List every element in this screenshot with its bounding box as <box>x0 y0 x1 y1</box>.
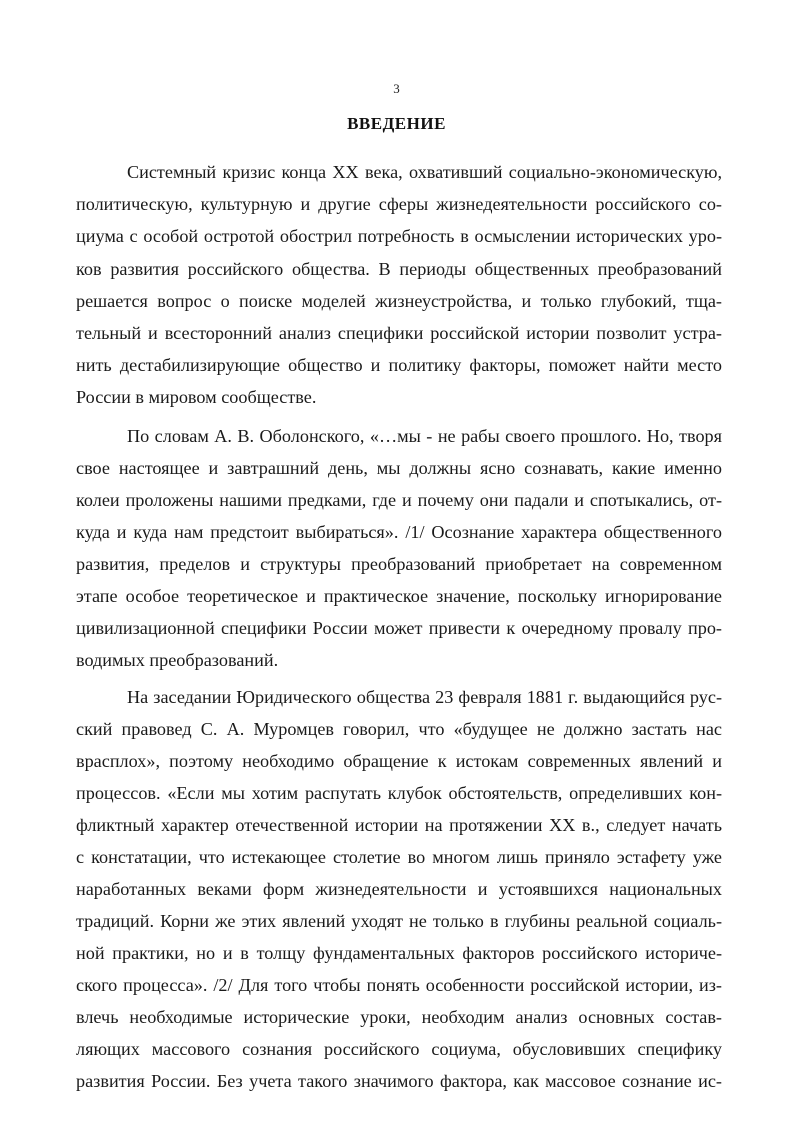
text-line: нить дестабилизирующие общество и политику факторы, поможет найти место <box>76 355 722 375</box>
text-line: По словам А. В. Оболонского, «…мы - не рабы своего прошлого. Но, творя <box>127 426 722 446</box>
text-line: России в мировом сообществе. <box>76 387 317 407</box>
text-line: водимых преобразований. <box>76 650 279 670</box>
text-line: традиций. Корни же этих явлений уходят не только в глубины реальной социаль- <box>76 911 722 931</box>
text-line: развития России. Без учета такого значимого фактора, как массовое сознание ис- <box>76 1071 722 1091</box>
text-line: ский правовед С. А. Муромцев говорил, что «будущее не должно застать нас <box>76 719 722 739</box>
text-line: ков развития российского общества. В периоды общественных преобразований <box>76 259 722 279</box>
text-line: политическую, культурную и другие сферы жизнедеятельности российского со- <box>76 194 722 214</box>
text-line: наработанных веками форм жизнедеятельности и устоявшихся национальных <box>76 879 722 899</box>
text-line: развития, пределов и структуры преобразований приобретает на современном <box>76 554 722 574</box>
text-line: На заседании Юридического общества 23 февраля 1881 г. выдающийся рус- <box>127 687 722 707</box>
text-line: ского процесса». /2/ Для того чтобы понять особенности российской истории, из- <box>76 975 722 995</box>
text-line: ной практики, но и в толщу фундаментальных факторов российского историче- <box>76 943 722 963</box>
page-number: 3 <box>393 81 400 96</box>
text-line: куда и куда нам предстоит выбираться». /1/ Осознание характера общественного <box>76 522 722 542</box>
text-line: решается вопрос о поиске моделей жизнеустройства, и только глубокий, тща- <box>76 291 722 311</box>
text-line: влечь необходимые исторические уроки, необходим анализ основных состав- <box>76 1007 722 1027</box>
text-line: этапе особое теоретическое и практическое значение, поскольку игнорирование <box>76 586 722 606</box>
text-line: фликтный характер отечественной истории на протяжении XX в., следует начать <box>76 815 722 835</box>
text-line: процессов. «Если мы хотим распутать клубок обстоятельств, определивших кон- <box>76 783 722 803</box>
text-line: цивилизационной специфики России может привести к очередному провалу про- <box>76 618 722 638</box>
text-line: тельный и всесторонний анализ специфики российской истории позволит устра- <box>76 323 722 343</box>
text-line: циума с особой остротой обострил потребность в осмыслении исторических уро- <box>76 226 722 246</box>
text-line: свое настоящее и завтрашний день, мы должны ясно сознавать, какие именно <box>76 458 722 478</box>
section-title: ВВЕДЕНИЕ <box>347 114 446 133</box>
text-line: колеи проложены нашими предками, где и почему они падали и спотыкались, от- <box>76 490 722 510</box>
text-line: ляющих массового сознания российского социума, обусловивших специфику <box>76 1039 722 1059</box>
text-line: врасплох», поэтому необходимо обращение к истокам современных явлений и <box>76 751 722 771</box>
text-line: Системный кризис конца XX века, охвативший социально-экономическую, <box>127 162 722 182</box>
text-line: с констатации, что истекающее столетие во многом лишь приняло эстафету уже <box>76 847 722 867</box>
